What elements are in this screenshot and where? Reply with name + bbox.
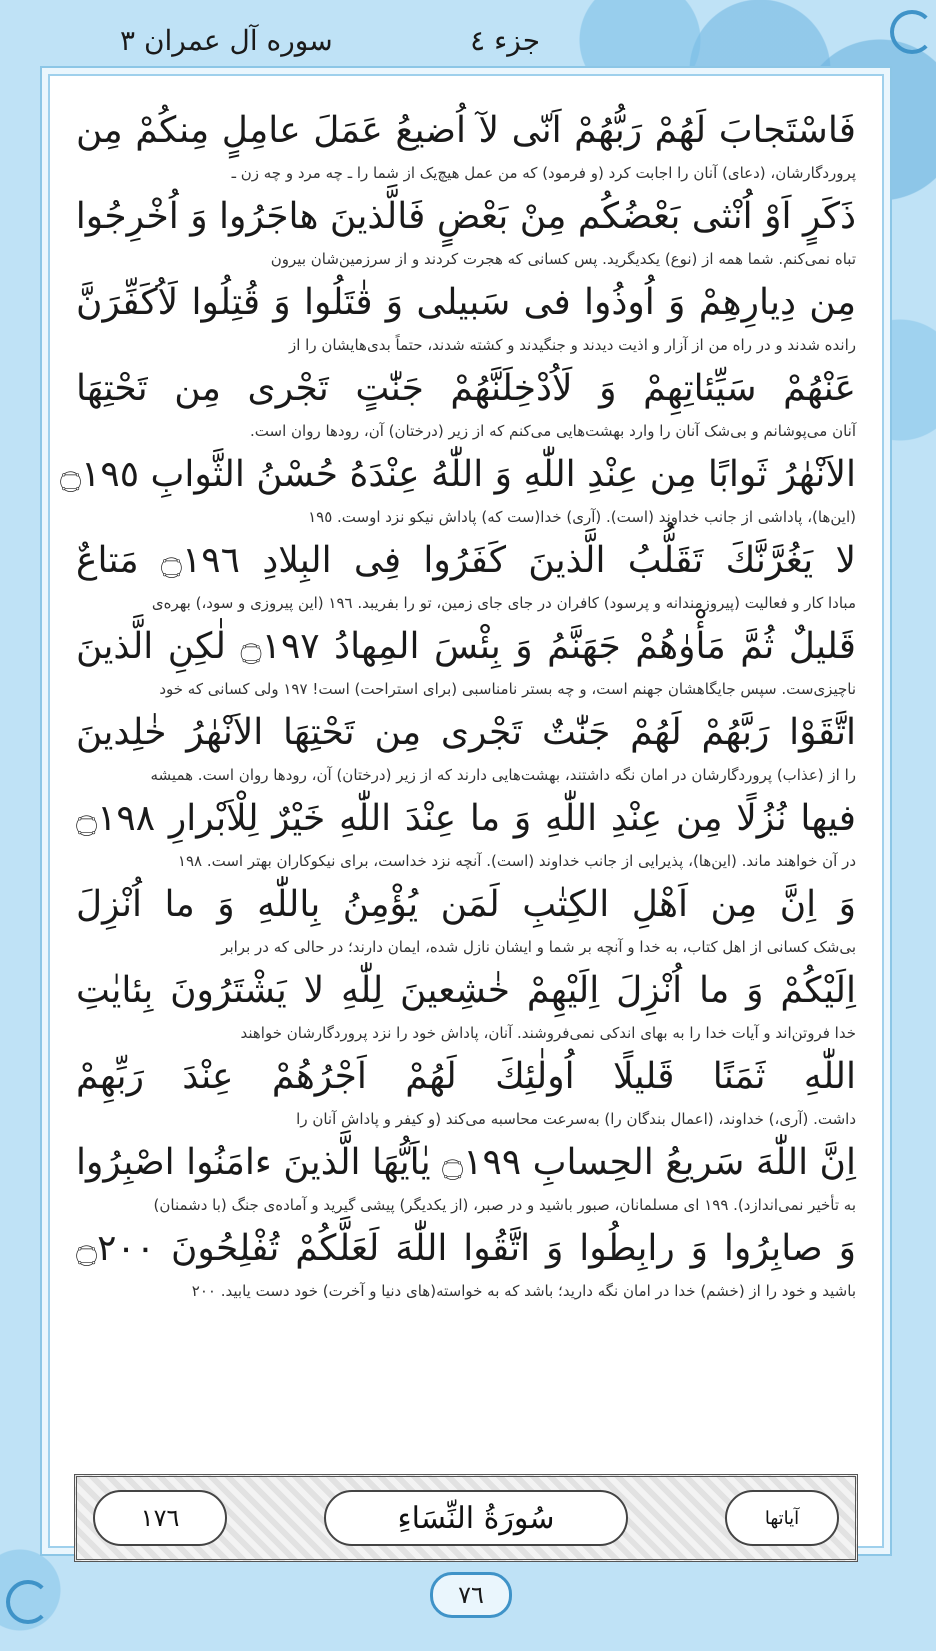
verse-line [76,1136,856,1222]
translation-text: پروردگارشان، (دعای) آنان را اجابت کرد (و فرمود) که من عمل هیچ‌یک از شما را ـ چه مرد و چه زن ـ [231,164,856,182]
arabic-text: اِلَيْكُمْ وَ ما اُنْزِلَ اِلَيْهِمْ خٰشِعينَ لِلّٰهِ لا يَشْتَرُونَ بِئايٰتِ [76,970,856,1011]
juz-label: جزء ٤ [470,23,540,57]
page-header [120,20,540,60]
translation-text: رانده شدند و در راه من از آزار و اذیت دیدند و جنگیدند و کشته شدند، حتماً بدی‌هایشان را از [288,336,856,354]
verse-line [76,1222,856,1308]
arabic-text: مِن دِيارِهِمْ وَ اُوذُوا فى سَبيلى وَ قٰتَلُوا وَ قُتِلُوا لَاُكَفِّرَنَّ [76,282,856,323]
translation-text: بی‌شک کسانی از اهل کتاب، به خدا و آنچه بر شما و ایشان نازل شده، ایمان دارند؛ در حالی که در برابر [221,938,856,956]
arabic-text: ذَكَرٍ اَوْ اُنْثى بَعْضُكُم مِنْ بَعْضٍ فَالَّذينَ هاجَرُوا وَ اُخْرِجُوا [75,196,856,237]
verse-line [76,706,856,792]
arabic-text: اللّٰهِ ثَمَنًا قَليلًا اُولٰئِكَ لَهُمْ اَجْرُهُمْ عِنْدَ رَبِّهِمْ [76,1056,856,1097]
verse-line [76,276,856,362]
translation-text: خدا فروتن‌اند و آیات خدا را به بهای اندکی نمی‌فروشند. آنان، پاداش خود را نزد پروردگارشان خواهند [240,1024,856,1042]
arabic-text: عَنْهُمْ سَيِّئاتِهِمْ وَ لَاُدْخِلَنَّهُمْ جَنّٰتٍ تَجْرى مِن تَحْتِهَا [76,368,856,409]
verse-line [76,362,856,448]
arabic-text: الاَنْهٰرُ ثَوابًا مِن عِنْدِ اللّٰهِ وَ اللّٰهُ عِنْدَهُ حُسْنُ الثَّوابِ ۝١٩٥ [59,454,856,495]
verse-line [76,792,856,878]
swirl-ornament-icon [6,1580,50,1624]
verse-line [59,448,856,534]
translation-text: داشت. (آری،) خداوند، (اعمال بندگان را) به‌سرعت محاسبه می‌کند (و کیفر و پاداش آنان را [296,1110,856,1128]
translation-text: به تأخیر نمی‌اندازد). ١٩٩ ای مسلمانان، صبور باشید و در صبر، (از یکدیگر) پیشی گیرید و آماده‌ی جنگ (با دشمنان) [153,1196,856,1214]
arabic-text: اِنَّ اللّٰهَ سَريعُ الحِسابِ ۝١٩٩ يٰاَيُّهَا الَّذينَ ءامَنُوا اصْبِرُوا [76,1142,856,1183]
swirl-ornament-icon [890,10,934,54]
verse-line [76,878,856,964]
page-number: ٧٦ [430,1572,512,1618]
verse-line [76,620,856,706]
arabic-text: وَ اِنَّ مِن اَهْلِ الكِتٰبِ لَمَن يُؤْمِنُ بِاللّٰهِ وَ ما اُنْزِلَ [76,884,856,925]
translation-text: ناچیزی‌ست. سپس جایگاهشان جهنم است، و چه بستر نامناسبی (برای استراحت) است! ١٩٧ ولی کسانی که خود [159,680,856,698]
translation-text: مبادا کار و فعالیت (پیروزمندانه و پرسود) کافران در جای جای زمین، تو را بفریبد. ١٩٦ (این پیروزی و سود،) بهره‌ی [151,594,856,612]
verse-line [76,964,856,1050]
verse-count-label: آیاتها [725,1490,839,1546]
verse-line [76,534,856,620]
verse-count: ١٧٦ [93,1490,227,1546]
arabic-text: لا يَغُرَّنَّكَ تَقَلُّبُ الَّذينَ كَفَرُوا فِى البِلادِ ۝١٩٦ مَتاعٌ [76,540,856,581]
arabic-text: اتَّقَوْا رَبَّهُمْ لَهُمْ جَنّٰتٌ تَجْرى مِن تَحْتِهَا الاَنْهٰرُ خٰلِدينَ [76,712,856,753]
surah-label: سوره آل عمران ٣ [120,23,333,57]
surah-name: سُورَةُ النِّسَاءِ [324,1490,628,1546]
translation-text: آنان می‌پوشانم و بی‌شک آنان را وارد بهشت‌هایی می‌کنم که از زیر (درختان) آن، رودها روان است. [250,422,856,440]
translation-text: (این‌ها)، پاداشی از جانب خداوند (است). (آری) خدا(ست که) پاداش نیکو نزد اوست. ١٩٥ [308,508,856,526]
translation-text: تباه نمی‌کنم. شما همه از (نوع) یکدیگرید. پس کسانی که هجرت کردند و از سرزمین‌شان بیرون [270,250,856,268]
translation-text: را از (عذاب) پروردگارشان در امان نگه داشتند، بهشت‌هایی دارند که از زیر (درختان) آن، رودها روان است. همیشه [150,766,856,784]
verse-lines [59,104,856,1308]
quran-page [40,66,892,1556]
arabic-text: قَليلٌ ثُمَّ مَأْوٰهُمْ جَهَنَّمُ وَ بِئْسَ المِهادُ ۝١٩٧ لٰكِنِ الَّذينَ [76,626,856,667]
arabic-text: وَ صابِرُوا وَ رابِطُوا وَ اتَّقُوا اللّٰهَ لَعَلَّكُمْ تُفْلِحُونَ ۝٢٠٠ [76,1228,856,1269]
verse-line [76,190,856,276]
translation-text: باشید و خود را از (خشم) خدا در امان نگه دارید؛ باشد که به خواسته(های دنیا و آخرت) خود دست یابید. ٢٠٠ [191,1282,856,1300]
surah-banner [74,1474,858,1562]
verse-line [76,104,856,190]
translation-text: در آن خواهند ماند. (این‌ها)، پذیرایی از جانب خداوند (است). آنچه نزد خداست، برای نیکوکاران بهتر است. ١٩٨ [177,852,856,870]
arabic-text: فَاسْتَجابَ لَهُمْ رَبُّهُمْ اَنّى لآ اُضيعُ عَمَلَ عامِلٍ مِنكُمْ مِن [76,110,856,151]
arabic-text: فيها نُزُلًا مِن عِنْدِ اللّٰهِ وَ ما عِنْدَ اللّٰهِ خَيْرٌ لِلْاَبْرارِ ۝١٩٨ [76,798,856,839]
verse-line [76,1050,856,1136]
